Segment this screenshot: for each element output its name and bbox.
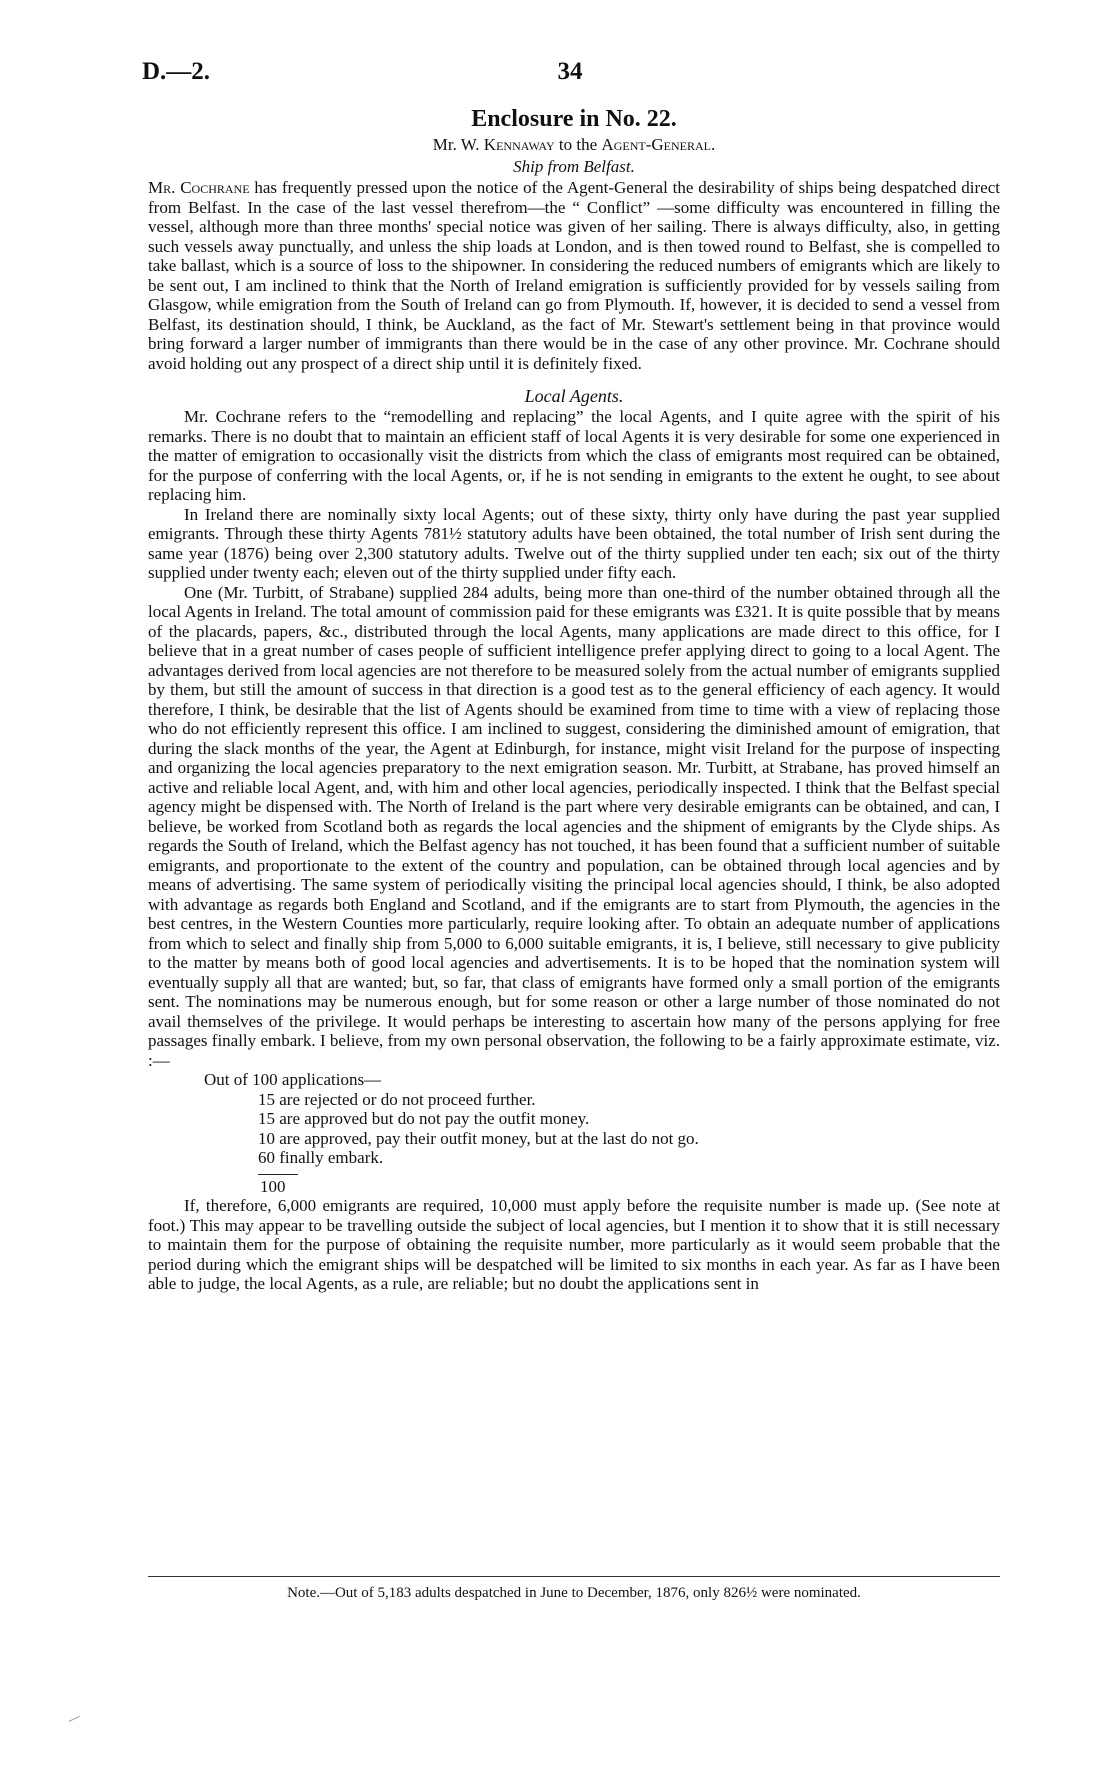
paragraph-4: One (Mr. Turbitt, of Strabane) supplied 284 adults, being more than one-third of the number obtained through all the local Agents in Ireland. The total amount of commission paid for these emigrants was £321. It is quite possible that by means of the placards, papers, &c., distributed through the local Agents, many applications are made direct to this office, for I believe that in a great number of cases people of sufficient intelligence prefer applying direct to going to a local Agent. The advantages derived from local agencies are not therefore to be measured solely from the actual number of emigrants supplied by them, but still the amount of success in that direction is a good test as to the general efficiency of each agency. It would therefore, I think, be desirable that the list of Agents should be examined from time to time with a view of replacing those who do not efficiently represent this office. I am inclined to suggest, considering the diminished amount of emigration, that during the slack months of the year, the Agent at Edinburgh, for instance, might visit Ireland for the purpose of inspecting and organizing the local agencies preparatory to the next emigration season. Mr. Turbitt, at Strabane, has proved himself an active and reliable local Agent, and, with him and other local agencies, periodically inspected. I think that the Belfast special agency might be dispensed with. The North of Ireland is the part where very desirable emigrants can be obtained, and can, I believe, be worked from Scotland both as regards the local agencies and the shipment of emigrants by the Clyde ships. As regards the South of Ireland, which the Belfast agency has not touched, it has been found that a sufficient number of suitable emigrants, and proportionate to the extent of the country and population, can be obtained through local agencies and by means of advertising. The same system of periodically visiting the principal local agencies should, I think, be also adopted with advantage as regards both England and Scotland, and if the emigrants are to start from Plymouth, the agencies in the best centres, in the Western Counties more particularly, require looking after. To obtain an adequate number of applications from which to select and finally ship from 5,000 to 6,000 suitable emigrants, it is, I believe, still necessary to give publicity to the matter by means both of good local agencies and advertisements. It is to be hoped that the nomination system will eventually supply all that are wanted; but, so far, that class of emigrants have formed only a small portion of the emigrants sent. The nominations may be numerous enough, but for some reason or other a large number of those nominated do not avail themselves of the privilege. It would perhaps be interesting to ascertain how many of the persons applying for free passages finally embark. I believe, from my own personal observation, the following to be a fairly approximate estimate, viz. :—	[148, 582, 1000, 1070]
to-suffix: .	[710, 135, 716, 154]
sum-rule	[258, 1174, 298, 1175]
enclosure-title: Enclosure in No. 22.	[471, 106, 677, 132]
list-item: 10 are approved, pay their outfit money, but at the last do not go.	[258, 1128, 699, 1148]
from-name: Kennaway	[483, 135, 555, 154]
list-item: 15 are approved but do not pay the outfit money.	[258, 1109, 590, 1128]
paragraph-ship-from-belfast	[148, 178, 1000, 373]
paragraph-5: If, therefore, 6,000 emigrants are required, 10,000 must apply before the requisite number is made up. (See note at foot.) This may appear to be travelling outside the subject of local agencies, but I mention it to show that it is still necessary to maintain them for the purpose of obtaining the requisite number, more particularly as it would seem probable that the period during which the emigrant ships will be despatched will be limited to six months in each year. As far as I have been able to judge, the local Agents, as a rule, are reliable; but no doubt the applications sent in	[148, 1196, 1000, 1293]
page-header	[142, 58, 998, 98]
correspondence-line	[148, 134, 1000, 156]
to-name: Agent-General	[601, 135, 711, 154]
list-total: 100	[260, 1176, 286, 1196]
list-intro: Out of 100 applications—	[204, 1070, 382, 1089]
to-text: to the	[554, 135, 602, 154]
applications-list	[148, 1090, 1000, 1168]
page-number: 34	[557, 58, 583, 85]
margin-mark	[69, 1716, 84, 1729]
list-item: 60 finally embark.	[258, 1148, 384, 1167]
footnote: Note.—Out of 5,183 adults despatched in June to December, 1876, only 826½ were nominated.	[287, 1585, 861, 1601]
paragraph-1-text: has frequently pressed upon the notice of the Agent-General the desirability of ships being despatched direct from Belfast. In the case of the last vessel therefrom—the “ Conflict” —some difficulty was encountered in filling the vessel, although more than three months' special notice was given of her sailing. There is always difficulty, also, in getting such vessels away punctually, and unless the ship loads at London, and is then towed round to Belfast, she is compelled to take ballast, which is a source of loss to the shipowner. In considering the reduced numbers of emigrants which are likely to be sent out, I am inclined to think that the North of Ireland emigration is sufficiently provided for by vessels sailing from Glasgow, while emigration from the South of Ireland can go from Plymouth. If, however, it is decided to send a vessel from Belfast, its destination should, I think, be Auckland, as the fact of Mr. Stewart's settlement being in that province would bring forward a larger number of immigrants than there would be in the case of any other province. Mr. Cochrane should avoid holding out any prospect of a direct ship until it is definitely fixed.	[148, 178, 1000, 373]
document-reference: D.—2.	[142, 58, 211, 85]
subject-line: Ship from Belfast.	[513, 157, 635, 176]
paragraph-3: In Ireland there are nominally sixty local Agents; out of these sixty, thirty only have during the past year supplied emigrants. Through these thirty Agents 781½ statutory adults have been obtained, the total number of Irish sent during the same year (1876) being over 2,300 statutory adults. Twelve out of the thirty supplied under ten each; six out of the thirty supplied under twenty each; eleven out of the thirty supplied under fifty each.	[148, 504, 1000, 582]
list-item: 15 are rejected or do not proceed further.	[258, 1089, 536, 1109]
section-heading-local-agents: Local Agents.	[524, 386, 624, 406]
paragraph-2: Mr. Cochrane refers to the “remodelling and replacing” the local Agents, and I quite agree with the spirit of his remarks. There is no doubt that to maintain an efficient staff of local Agents it is very desirable for some one experienced in the matter of emigration to occasionally visit the districts from which the class of emigrants most required can be obtained, for the purpose of conferring with the local Agents, or, if he is not sending in emigrants to the extent he ought, to see about replacing him.	[148, 407, 1000, 504]
from-prefix: Mr. W.	[432, 135, 484, 154]
document-body	[148, 104, 1000, 1294]
footnote-rule	[148, 1576, 1000, 1577]
paragraph-lead-name: Mr. Cochrane	[148, 178, 250, 197]
